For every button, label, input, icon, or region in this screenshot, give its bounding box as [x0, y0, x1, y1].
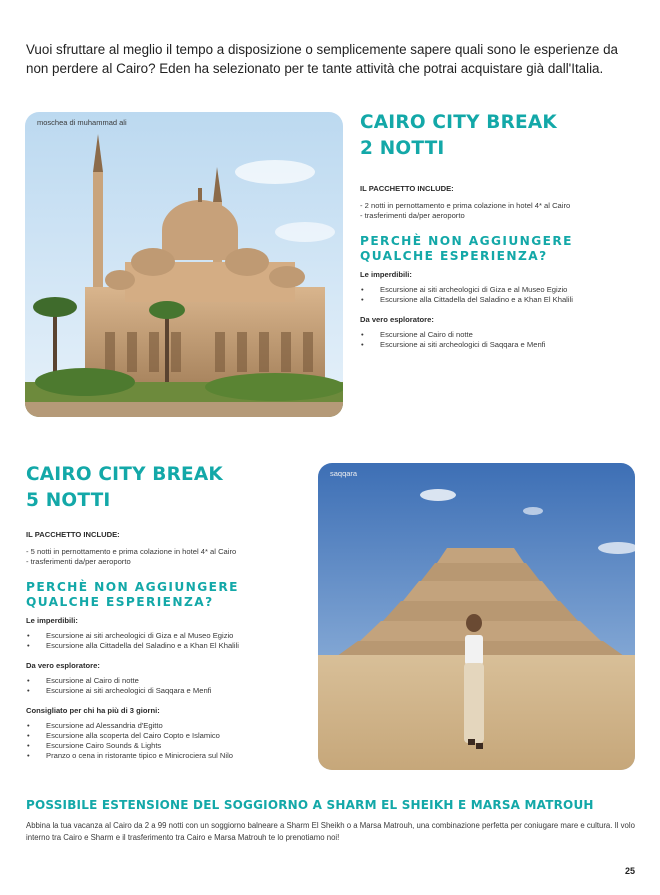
offer-5-nights [26, 462, 316, 767]
saqqara-photo [318, 463, 635, 770]
experience-heading-line2: QUALCHE ESPERIENZA? [26, 595, 214, 609]
package-label: IL PACCHETTO INCLUDE: [26, 530, 120, 539]
group-title: Consigliato per chi ha più di 3 giorni: [26, 706, 160, 715]
experience-list [26, 721, 316, 761]
list-item: • Escursione al Cairo di notte [27, 676, 139, 685]
list-item: • Escursione ai siti archeologici di Giza e al Museo Egizio [27, 631, 234, 640]
experience-heading-line1: PERCHÈ NON AGGIUNGERE [360, 234, 573, 248]
list-item: • Escursione ai siti archeologici di Giza e al Museo Egizio [361, 285, 568, 294]
offer-title-line1: CAIRO CITY BREAK [26, 464, 223, 485]
group-title: Da vero esploratore: [26, 661, 100, 670]
offer-title-line2: 5 NOTTI [26, 490, 111, 511]
offer-title [360, 110, 640, 162]
list-item: • Escursione ai siti archeologici di Saqqara e Menfi [27, 686, 212, 695]
offer-title-line2: 2 NOTTI [360, 138, 445, 159]
list-item: • Escursione al Cairo di notte [361, 330, 473, 339]
package-list [26, 547, 316, 567]
experience-list [26, 676, 316, 696]
package-item: - trasferimenti da/per aeroporto [360, 211, 465, 220]
offer-2-nights [360, 110, 640, 356]
list-item: • Escursione ai siti archeologici di Saqqara e Menfi [361, 340, 546, 349]
photo-caption-saqqara: saqqara [330, 469, 358, 478]
offer-title-line1: CAIRO CITY BREAK [360, 112, 557, 133]
intro-paragraph: Vuoi sfruttare al meglio il tempo a disposizione o semplicemente sapere quali sono le esperienze da non perdere al Cairo? Eden ha selezionato per te tante attività che potrai acquistare già dall'Italia. [26, 42, 618, 76]
experience-list [26, 631, 316, 651]
group-title: Da vero esploratore: [360, 315, 434, 324]
list-item: • Escursione Cairo Sounds & Lights [27, 741, 162, 750]
experience-list [360, 330, 640, 350]
experience-heading-line2: QUALCHE ESPERIENZA? [360, 249, 548, 263]
experience-heading [360, 234, 640, 264]
list-item: • Escursione ad Alessandria d'Egitto [27, 721, 163, 730]
offer-title [26, 462, 316, 514]
package-label: IL PACCHETTO INCLUDE: [360, 184, 454, 193]
package-item: - 2 notti in pernottamento e prima colazione in hotel 4* al Cairo [360, 201, 571, 210]
photo-caption-mosque: moschea di muhammad ali [37, 118, 127, 127]
package-item: - trasferimenti da/per aeroporto [26, 557, 131, 566]
list-item: • Escursione alla Cittadella del Saladino e a Khan El Khalili [361, 295, 573, 304]
experience-list [360, 285, 640, 305]
list-item: • Escursione alla Cittadella del Saladino e a Khan El Khalili [27, 641, 239, 650]
extension-text: Abbina la tua vacanza al Cairo da 2 a 99 notti con un soggiorno balneare a Sharm El Sheikh o a Marsa Matrouh, una combinazione perfetta per coniugare mare e cultura. Il volo interno tra Cairo e Sharm e il trasferimento tra Cairo e Marsa Matrouh te lo prenotiamo noi! [26, 821, 635, 842]
mosque-photo [25, 112, 343, 417]
group-title: Le imperdibili: [360, 270, 412, 279]
group-title: Le imperdibili: [26, 616, 78, 625]
experience-heading [26, 580, 316, 610]
page-number: 25 [624, 866, 635, 876]
extension-title: POSSIBILE ESTENSIONE DEL SOGGIORNO A SHARM EL SHEIKH E MARSA MATROUH [26, 798, 594, 812]
package-item: - 5 notti in pernottamento e prima colazione in hotel 4* al Cairo [26, 547, 237, 556]
experience-heading-line1: PERCHÈ NON AGGIUNGERE [26, 580, 239, 594]
package-list [360, 201, 640, 221]
list-item: • Escursione alla scoperta del Cairo Copto e Islamico [27, 731, 220, 740]
list-item: • Pranzo o cena in ristorante tipico e Minicrociera sul Nilo [27, 751, 233, 760]
